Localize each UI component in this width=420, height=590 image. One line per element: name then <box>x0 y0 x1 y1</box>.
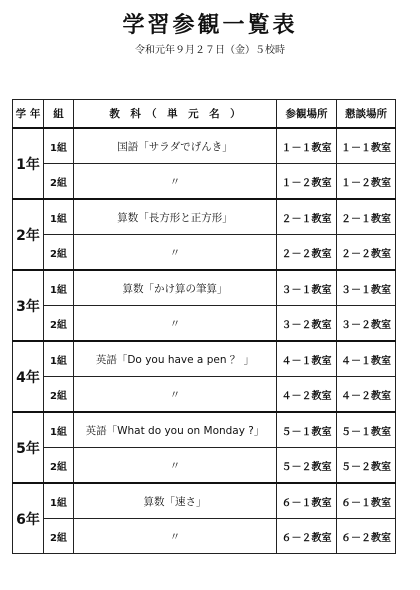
grade-label: 6年 <box>13 483 44 554</box>
class-label: 1組 <box>44 128 74 164</box>
class-label: 1組 <box>44 483 74 519</box>
visit-room-cell: ２－２教室 <box>277 235 337 271</box>
visit-room-cell: ４－２教室 <box>277 377 337 413</box>
meeting-room-cell: ４－１教室 <box>337 341 396 377</box>
header-visit-room: 参観場所 <box>277 100 337 129</box>
class-label: 2組 <box>44 519 74 554</box>
class-label: 2組 <box>44 306 74 342</box>
subject-cell: 英語「What do you on Monday ?」 <box>74 412 277 448</box>
meeting-room-cell: ２－１教室 <box>337 199 396 235</box>
table-row <box>13 128 396 164</box>
meeting-room-cell: １－１教室 <box>337 128 396 164</box>
meeting-room-cell: ５－１教室 <box>337 412 396 448</box>
subject-cell: 〃 <box>74 164 277 200</box>
visit-room-cell: ６－２教室 <box>277 519 337 554</box>
meeting-room-cell: ３－１教室 <box>337 270 396 306</box>
table-row <box>13 377 396 413</box>
date-subtitle: 令和元年９月２７日（金）５校時 <box>135 45 285 56</box>
subject-cell: 算数「かけ算の筆算」 <box>74 270 277 306</box>
subject-cell: 〃 <box>74 377 277 413</box>
visit-room-cell: ６－１教室 <box>277 483 337 519</box>
meeting-room-cell: ２－２教室 <box>337 235 396 271</box>
subject-cell: 英語「Do you have a pen ？ 」 <box>74 341 277 377</box>
meeting-room-cell: ４－２教室 <box>337 377 396 413</box>
visit-room-cell: ４－１教室 <box>277 341 337 377</box>
subject-cell: 〃 <box>74 448 277 484</box>
subject-cell: 算数「速さ」 <box>74 483 277 519</box>
class-label: 1組 <box>44 270 74 306</box>
grade-label: 1年 <box>13 128 44 199</box>
table-row <box>13 199 396 235</box>
table-row <box>13 448 396 484</box>
visit-room-cell: １－１教室 <box>277 128 337 164</box>
meeting-room-cell: ６－２教室 <box>337 519 396 554</box>
header-grade: 学 年 <box>13 100 44 129</box>
visit-room-cell: ５－２教室 <box>277 448 337 484</box>
subject-cell: 算数「長方形と正方形」 <box>74 199 277 235</box>
class-label: 2組 <box>44 164 74 200</box>
table-header <box>13 100 396 129</box>
subject-cell: 〃 <box>74 519 277 554</box>
visit-room-cell: １－２教室 <box>277 164 337 200</box>
header-subject: 教 科 （ 単 元 名 ） <box>74 100 277 129</box>
table-row <box>13 412 396 448</box>
grade-label: 5年 <box>13 412 44 483</box>
meeting-room-cell: ５－２教室 <box>337 448 396 484</box>
class-label: 2組 <box>44 448 74 484</box>
subject-cell: 〃 <box>74 235 277 271</box>
visit-room-cell: ５－１教室 <box>277 412 337 448</box>
visit-room-cell: ３－１教室 <box>277 270 337 306</box>
visit-room-cell: ２－１教室 <box>277 199 337 235</box>
table-row <box>13 341 396 377</box>
visit-room-cell: ３－２教室 <box>277 306 337 342</box>
class-label: 1組 <box>44 199 74 235</box>
class-label: 1組 <box>44 412 74 448</box>
meeting-room-cell: ３－２教室 <box>337 306 396 342</box>
class-label: 2組 <box>44 377 74 413</box>
class-label: 2組 <box>44 235 74 271</box>
schedule-table <box>12 99 396 554</box>
page-title: 学習参観一覧表 <box>122 13 298 38</box>
table-row <box>13 483 396 519</box>
grade-label: 2年 <box>13 199 44 270</box>
header-meeting-room: 懇談場所 <box>337 100 396 129</box>
table-row <box>13 306 396 342</box>
header-class: 組 <box>44 100 74 129</box>
class-label: 1組 <box>44 341 74 377</box>
grade-label: 4年 <box>13 341 44 412</box>
table-row <box>13 235 396 271</box>
grade-label: 3年 <box>13 270 44 341</box>
table-row <box>13 519 396 554</box>
table-row <box>13 164 396 200</box>
table-row <box>13 270 396 306</box>
meeting-room-cell: １－２教室 <box>337 164 396 200</box>
meeting-room-cell: ６－１教室 <box>337 483 396 519</box>
subject-cell: 国語「サラダでげんき」 <box>74 128 277 164</box>
subject-cell: 〃 <box>74 306 277 342</box>
